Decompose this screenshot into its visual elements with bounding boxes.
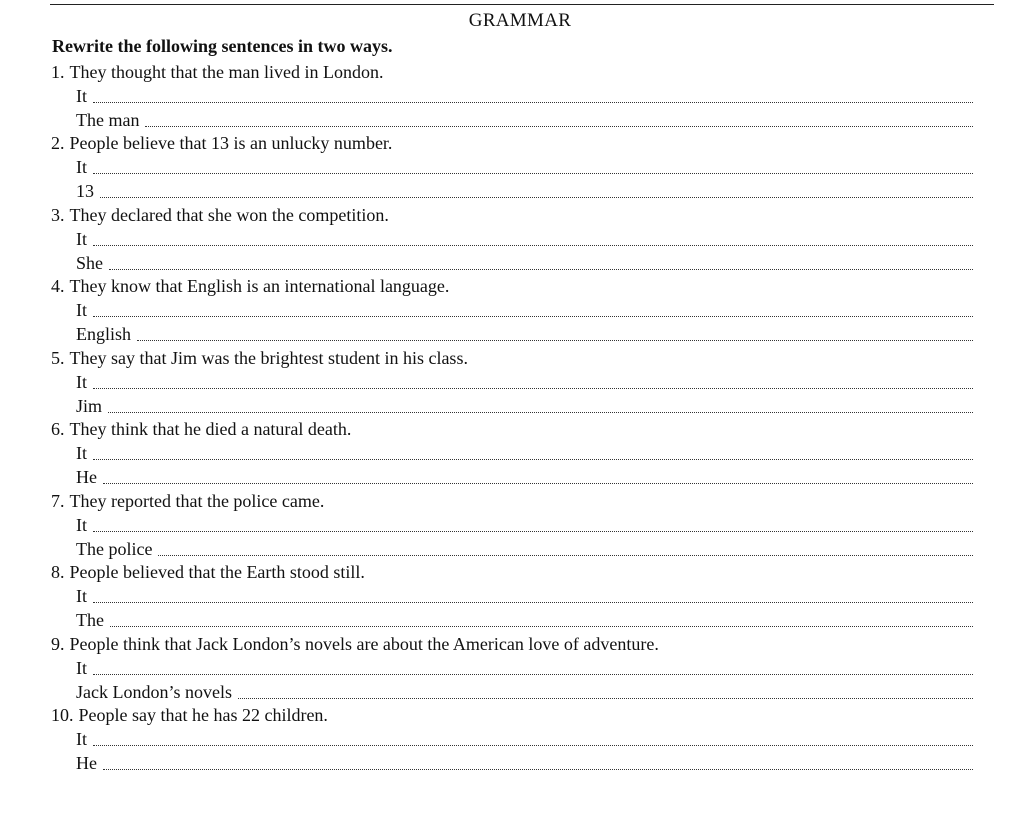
answer-starter: 13 [76,181,94,201]
exercise-item-5 [0,345,1024,369]
answer-line[interactable] [0,512,1024,536]
answer-line[interactable] [0,440,1024,464]
dotted-answer-blank[interactable] [93,173,973,174]
dotted-answer-blank[interactable] [93,745,973,746]
answer-line[interactable] [0,297,1024,321]
answer-starter: It [76,657,87,678]
answer-starter: Jim [76,395,103,416]
answer-line[interactable] [0,154,1024,178]
page-title: GRAMMAR [468,10,572,31]
item-number: 1. [51,61,65,82]
exercise-item-10 [0,703,1024,727]
dotted-answer-blank[interactable] [108,412,973,413]
item-number: 9. [51,633,65,654]
item-sentence: People believed that the Earth stood still. [69,562,365,582]
answer-starter: He [76,467,97,487]
item-sentence: They declared that she won the competition. [69,204,389,225]
exercise-item-7 [0,488,1024,512]
answer-line[interactable] [0,464,1024,488]
answer-line[interactable] [0,655,1024,679]
item-sentence: They thought that the man lived in London. [69,61,384,82]
instruction: Rewrite the following sentences in two ways. [52,36,393,56]
exercise-item-1 [0,59,1024,83]
dotted-answer-blank[interactable] [158,555,973,556]
answer-line[interactable] [0,226,1024,250]
item-sentence: They reported that the police came. [69,490,325,511]
item-sentence: People think that Jack London’s novels are about the American love of adventure. [69,633,659,654]
item-number: 3. [51,204,65,225]
item-number: 8. [51,562,65,582]
answer-starter: It [76,300,87,320]
answer-line[interactable] [0,726,1024,750]
answer-starter: English [76,324,132,344]
answer-starter: It [76,586,87,606]
exercise-list [0,59,1024,774]
answer-starter: It [76,729,87,749]
dotted-answer-blank[interactable] [110,626,973,627]
answer-line[interactable] [0,679,1024,703]
item-number: 6. [51,419,65,439]
answer-line[interactable] [0,583,1024,607]
answer-line[interactable] [0,750,1024,774]
answer-starter: She [76,252,103,273]
dotted-answer-blank[interactable] [103,769,973,770]
dotted-answer-blank[interactable] [100,197,973,198]
exercise-item-6 [0,417,1024,441]
exercise-item-3 [0,202,1024,226]
dotted-answer-blank[interactable] [145,126,973,127]
dotted-answer-blank[interactable] [93,459,973,460]
exercise-item-9 [0,631,1024,655]
answer-starter: He [76,753,97,773]
answer-starter: The [76,610,104,630]
dotted-answer-blank[interactable] [137,340,973,341]
item-number: 10. [51,705,74,725]
dotted-answer-blank[interactable] [93,245,973,246]
item-sentence: They think that he died a natural death. [69,419,352,439]
exercise-item-2 [0,131,1024,155]
item-sentence: They know that English is an international language. [69,276,450,296]
answer-line[interactable] [0,607,1024,631]
item-number: 4. [51,276,65,296]
answer-starter: Jack London’s novels [76,681,232,702]
item-sentence: They say that Jim was the brightest student in his class. [69,347,468,368]
answer-starter: It [76,443,87,463]
answer-line[interactable] [0,83,1024,107]
item-number: 2. [51,133,65,153]
dotted-answer-blank[interactable] [93,388,973,389]
dotted-answer-blank[interactable] [238,698,973,699]
dotted-answer-blank[interactable] [93,674,973,675]
answer-starter: It [76,85,87,106]
dotted-answer-blank[interactable] [93,102,973,103]
answer-line[interactable] [0,393,1024,417]
item-sentence: People say that he has 22 children. [78,705,328,725]
answer-line[interactable] [0,321,1024,345]
dotted-answer-blank[interactable] [93,531,973,532]
dotted-answer-blank[interactable] [109,269,973,270]
answer-starter: It [76,157,87,177]
answer-starter: It [76,514,87,535]
item-number: 7. [51,490,65,511]
answer-starter: It [76,371,87,392]
top-rule [50,4,994,5]
answer-line[interactable] [0,107,1024,131]
answer-line[interactable] [0,178,1024,202]
answer-line[interactable] [0,536,1024,560]
answer-starter: The man [76,109,140,130]
item-number: 5. [51,347,65,368]
answer-starter: It [76,228,87,249]
item-sentence: People believe that 13 is an unlucky number. [69,133,393,153]
answer-line[interactable] [0,250,1024,274]
answer-starter: The police [76,538,153,559]
exercise-item-4 [0,274,1024,298]
dotted-answer-blank[interactable] [103,483,973,484]
answer-line[interactable] [0,369,1024,393]
dotted-answer-blank[interactable] [93,316,973,317]
exercise-item-8 [0,560,1024,584]
dotted-answer-blank[interactable] [93,602,973,603]
